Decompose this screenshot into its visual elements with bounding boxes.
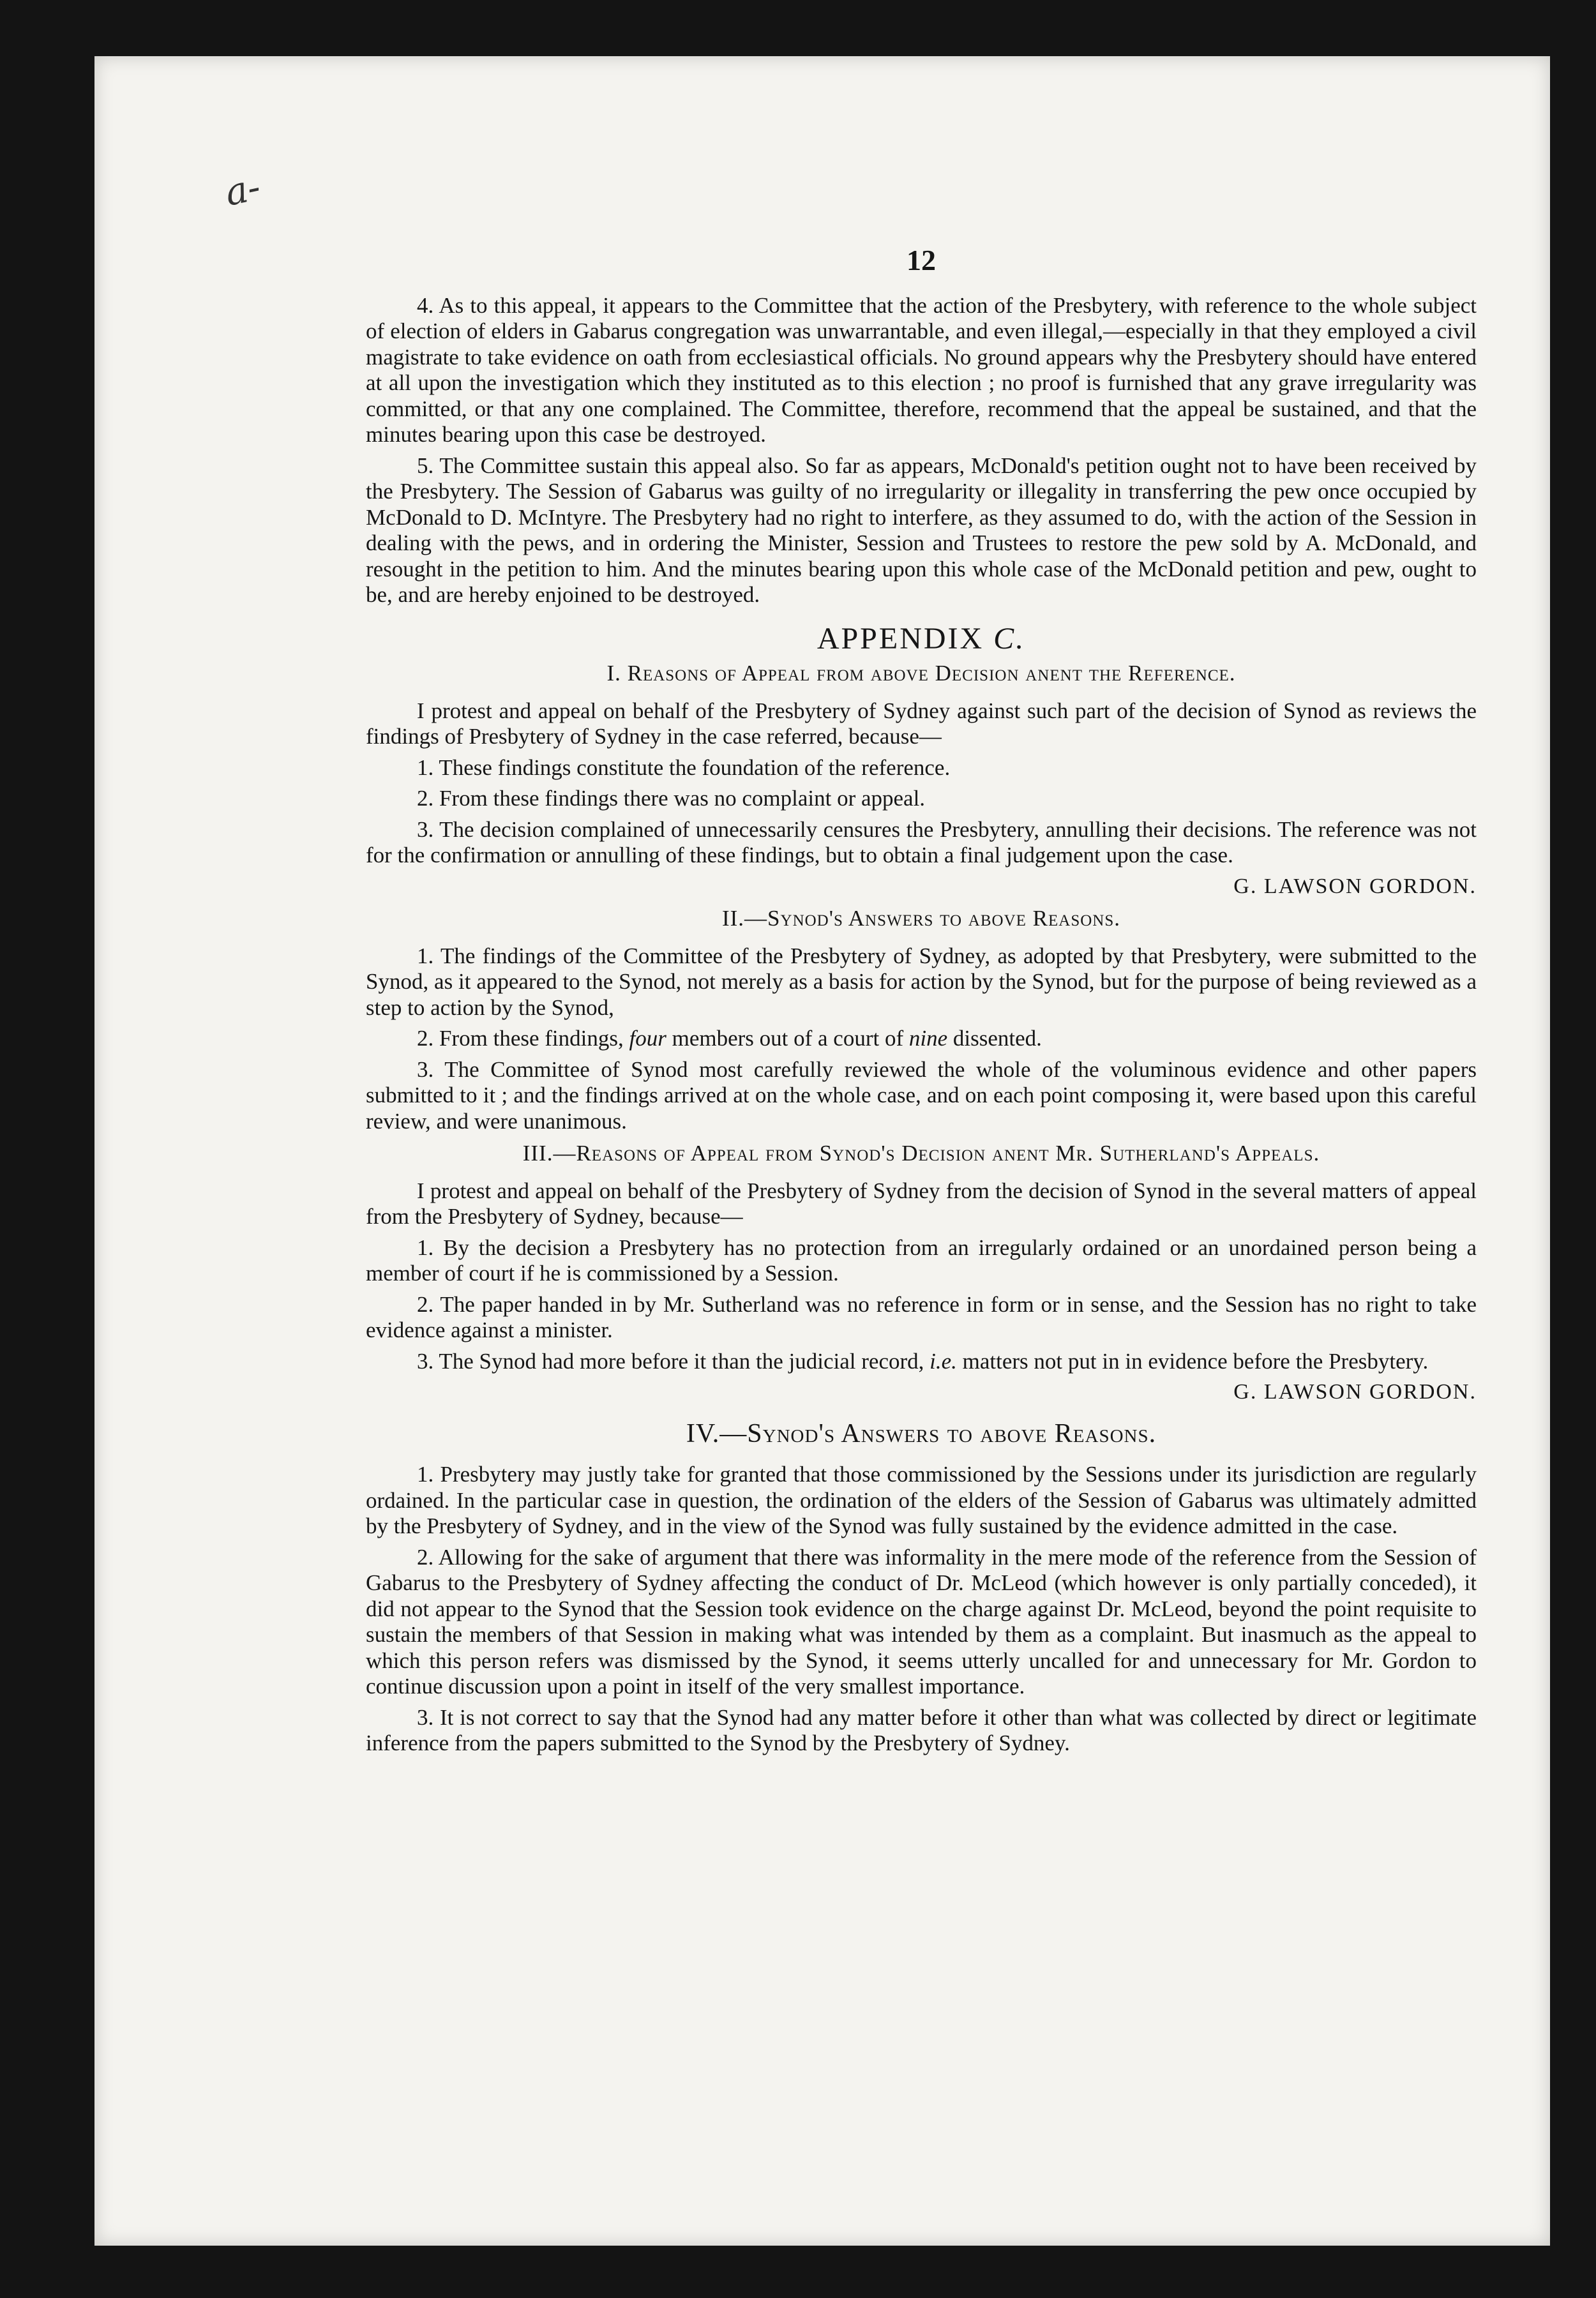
item-text: 2. From these findings, (417, 1026, 629, 1051)
section-4-item-2: 2. Allowing for the sake of argument that there was informality in the mere mode of the reference from the Session of Gabarus to the Presbytery of Sydney affecting the conduct of Dr. McLeod (which however is only partially conceded), it did not appear to the Synod that the Session took evidence on the charge against Dr. McLeod, beyond the point requisite to sustain the members of that Session in making what was intended by them as a complaint. But inasmuch as the appeal to which this person refers was dismissed by the Synod, it seems utterly uncalled for and unnecessary for Mr. Gordon to continue discussion upon a point in itself of the very smallest importance. (366, 1544, 1477, 1699)
document-page (94, 56, 1550, 2246)
section-4-item-3: 3. It is not correct to say that the Synod had any matter before it other than what was collected by direct or legitimate inference from the papers submitted to the Synod by the Presbytery of Sydney. (366, 1704, 1477, 1755)
section-3-heading: III.—Reasons of Appeal from Synod's Decision anent Mr. Sutherland's Appeals. (522, 1141, 1320, 1166)
item-text: dissented. (947, 1026, 1042, 1051)
item-text: members out of a court of (666, 1026, 909, 1051)
item-text: 3. The Synod had more before it than the judicial record, (417, 1348, 930, 1374)
paragraph-4: 4. As to this appeal, it appears to the Committee that the action of the Presbytery, with reference to the whole subject of election of elders in Gabarus congregation was unwarrantable, and even illegal,—especially in that they employed a civil magistrate to take evidence on oath from ecclesiastical officials. No ground appears why the Presbytery should have entered at all upon the investigation which they instituted as to this election ; no proof is furnished that any grave irregularity was committed, or that any one complained. The Committee, therefore, recommend that the appeal be sustained, and that the minutes bearing upon this case be destroyed. (366, 292, 1477, 447)
appendix-title: APPENDIX (817, 621, 984, 656)
paragraph-5: 5. The Committee sustain this appeal also. So far as appears, McDonald's petition ought not to have been received by the Presbytery. The Session of Gabarus was guilty of no irregularity or illegality in transferring the pew once occupied by McDonald to D. McIntyre. The Presbytery had no right to interfere, as they assumed to do, with the action of the Session in dealing with the pews, and in ordering the Minister, Session and Trustees to restore the pew sold by A. McDonald, and resought in the petition to him. And the minutes bearing upon this whole case of the McDonald petition and pew, ought to be, and are hereby enjoined to be destroyed. (366, 453, 1477, 607)
emphasis-ie: i.e. (930, 1348, 957, 1374)
handwritten-margin-note: a- (221, 165, 264, 214)
section-3-item-3 (366, 1349, 1477, 1375)
section-2-item-2 (366, 1026, 1477, 1052)
item-text: matters not put in in evidence before the Presbytery. (956, 1348, 1429, 1374)
section-4-item-1: 1. Presbytery may justly take for granted that those commissioned by the Sessions under its jurisdiction are regularly ordained. In the particular case in question, the ordination of the elders of the Session of Gabarus was ultimately admitted by the Presbytery of Sydney, and in the view of the Synod was fully sustained by the evidence admitted in the case. (366, 1462, 1477, 1538)
signature-2: G. LAWSON GORDON. (1233, 1380, 1477, 1404)
page-number: 12 (907, 244, 936, 276)
appendix-letter: C. (993, 621, 1026, 656)
page-content (366, 244, 1477, 1762)
section-1-item-3: 3. The decision complained of unnecessarily censures the Presbytery, annulling their decisions. The reference was not for the confirmation or annulling of these findings, but to obtain a final judgement upon the case. (366, 816, 1477, 867)
section-1-item-1: 1. These findings constitute the foundation of the reference. (417, 755, 951, 780)
signature-1: G. LAWSON GORDON. (1233, 874, 1477, 898)
section-2-heading: II.—Synod's Answers to above Reasons. (721, 906, 1121, 931)
section-3-intro: I protest and appeal on behalf of the Presbytery of Sydney from the decision of Synod in the several matters of appeal from the Presbytery of Sydney, because— (366, 1178, 1477, 1229)
section-2-item-1: 1. The findings of the Committee of the Presbytery of Sydney, as adopted by that Presbytery, were submitted to the Synod, as it appeared to the Synod, not merely as a basis for action by the Synod, but for the purpose of being reviewed as a step to action by the Synod, (366, 943, 1477, 1020)
section-2-item-3: 3. The Committee of Synod most carefully reviewed the whole of the voluminous evidence and other papers submitted to it ; and the findings arrived at on the whole case, and on each point composing it, were based upon this careful review, and were unanimous. (366, 1056, 1477, 1134)
appendix-heading (366, 621, 1477, 656)
section-3-item-2: 2. The paper handed in by Mr. Sutherland was no reference in form or in sense, and the Session has no right to take evidence against a minister. (366, 1291, 1477, 1342)
section-4-heading: IV.—Synod's Answers to above Reasons. (686, 1418, 1157, 1448)
section-1-heading: I. Reasons of Appeal from above Decision anent the Reference. (606, 661, 1236, 686)
emphasis-four: four (629, 1026, 666, 1051)
emphasis-nine: nine (908, 1026, 948, 1051)
section-3-item-1: 1. By the decision a Presbytery has no protection from an irregularly ordained or an unordained person being a member of court if he is commissioned by a Session. (366, 1235, 1477, 1286)
section-1-intro: I protest and appeal on behalf of the Presbytery of Sydney against such part of the decision of Synod as reviews the findings of Presbytery of Sydney in the case referred, because— (366, 698, 1477, 749)
section-1-item-2: 2. From these findings there was no complaint or appeal. (417, 786, 926, 811)
